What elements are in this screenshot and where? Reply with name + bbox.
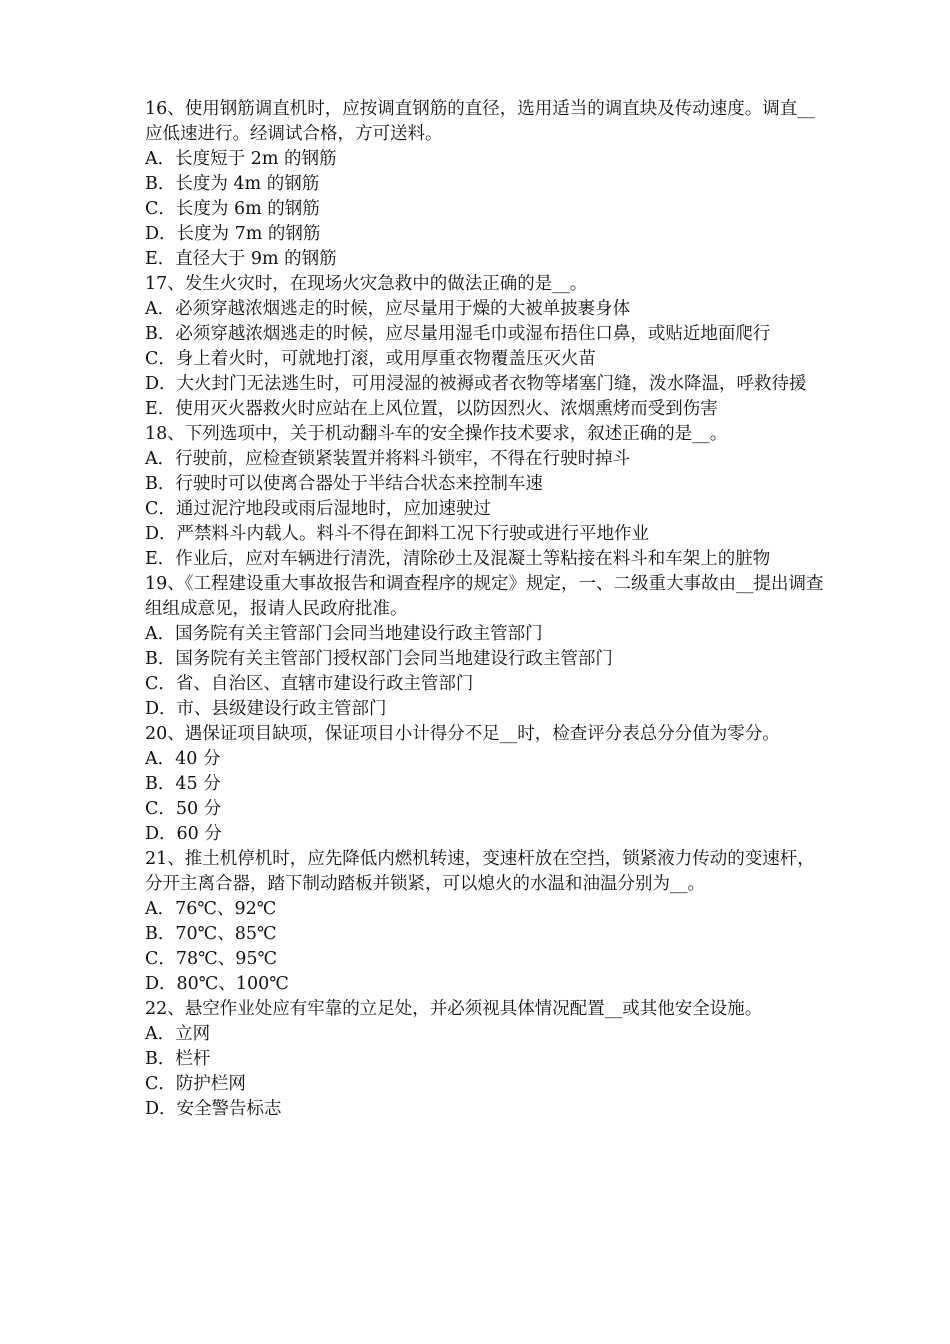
question-16 <box>145 97 825 272</box>
question-list <box>145 97 825 1122</box>
question-21 <box>145 847 825 997</box>
option-e: E．使用灭火器救火时应站在上风位置，以防因烈火、浓烟熏烤而受到伤害 <box>145 399 718 419</box>
option-a: A．40 分 <box>145 749 221 769</box>
question-stem: 20、遇保证项目缺项，保证项目小计得分不足__时，检查评分表总分分值为零分。 <box>145 724 780 744</box>
option-b: B．长度为 4m 的钢筋 <box>145 174 320 194</box>
question-stem: 19、《工程建设重大事故报告和调查程序的规定》规定，一、二级重大事故由__提出调查组组成意见，报请人民政府批准。 <box>145 574 824 619</box>
option-c: C．省、自治区、直辖市建设行政主管部门 <box>145 674 474 694</box>
option-d: D．安全警告标志 <box>145 1099 282 1119</box>
option-c: C．78℃、95℃ <box>145 949 278 969</box>
option-e: E．直径大于 9m 的钢筋 <box>145 249 337 269</box>
option-d: D．80℃、100℃ <box>145 974 289 994</box>
question-22 <box>145 997 825 1122</box>
option-b: B．栏杆 <box>145 1049 211 1069</box>
option-d: D．严禁料斗内载人。料斗不得在卸料工况下行驶或进行平地作业 <box>145 524 650 544</box>
option-b: B．行驶时可以使离合器处于半结合状态来控制车速 <box>145 474 543 494</box>
option-d: D．60 分 <box>145 824 222 844</box>
option-a: A．立网 <box>145 1024 211 1044</box>
option-b: B．必须穿越浓烟逃走的时候，应尽量用湿毛巾或湿布捂住口鼻，或贴近地面爬行 <box>145 324 771 344</box>
option-c: C．身上着火时，可就地打滚，或用厚重衣物覆盖压灭火苗 <box>145 349 596 369</box>
option-d: D．市、县级建设行政主管部门 <box>145 699 387 719</box>
option-c: C．防护栏网 <box>145 1074 246 1094</box>
option-a: A．必须穿越浓烟逃走的时候，应尽量用于燥的大被单披裹身体 <box>145 299 631 319</box>
option-a: A．长度短于 2m 的钢筋 <box>145 149 337 169</box>
question-stem: 16、使用钢筋调直机时，应按调直钢筋的直径，选用适当的调直块及传动速度。调直__应低速进行。经调试合格，方可送料。 <box>145 99 815 144</box>
option-c: C．通过泥泞地段或雨后湿地时，应加速驶过 <box>145 499 491 519</box>
question-stem: 21、推土机停机时，应先降低内燃机转速，变速杆放在空挡，锁紧液力传动的变速杆，分开主离合器，踏下制动踏板并锁紧，可以熄火的水温和油温分别为__。 <box>145 849 815 894</box>
option-a: A．76℃、92℃ <box>145 899 277 919</box>
option-a: A．行驶前，应检查锁紧装置并将料斗锁牢，不得在行驶时掉斗 <box>145 449 631 469</box>
option-d: D．长度为 7m 的钢筋 <box>145 224 321 244</box>
option-b: B．70℃、85℃ <box>145 924 277 944</box>
option-d: D．大火封门无法逃生时，可用浸湿的被褥或者衣物等堵塞门缝，泼水降温，呼救待援 <box>145 374 807 394</box>
option-c: C．长度为 6m 的钢筋 <box>145 199 320 219</box>
option-b: B．45 分 <box>145 774 221 794</box>
question-stem: 18、下列选项中，关于机动翻斗车的安全操作技术要求，叙述正确的是__。 <box>145 424 728 444</box>
option-c: C．50 分 <box>145 799 222 819</box>
option-b: B．国务院有关主管部门授权部门会同当地建设行政主管部门 <box>145 649 613 669</box>
option-a: A．国务院有关主管部门会同当地建设行政主管部门 <box>145 624 543 644</box>
option-e: E．作业后，应对车辆进行清洗，清除砂土及混凝土等粘接在料斗和车架上的脏物 <box>145 549 771 569</box>
question-18 <box>145 422 825 572</box>
question-19 <box>145 572 825 722</box>
question-stem: 17、发生火灾时，在现场火灾急救中的做法正确的是__。 <box>145 274 588 294</box>
question-20 <box>145 722 825 847</box>
question-stem: 22、悬空作业处应有牢靠的立足处，并必须视具体情况配置__或其他安全设施。 <box>145 999 763 1019</box>
question-17 <box>145 272 825 422</box>
